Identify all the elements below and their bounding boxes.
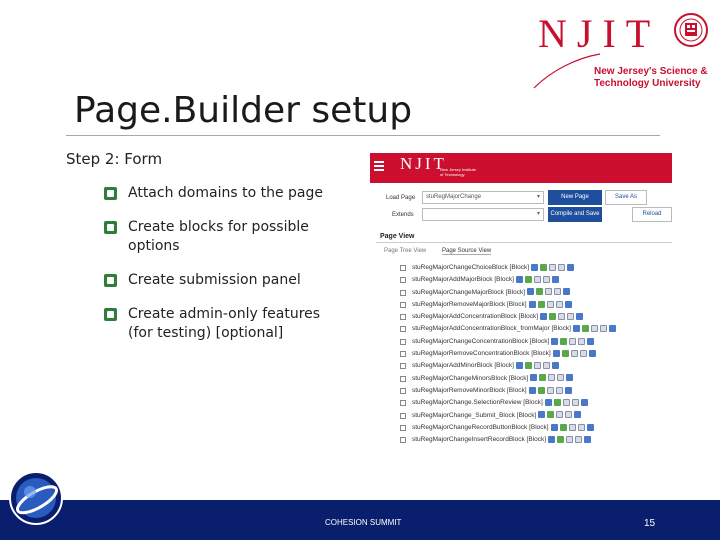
copy-icon[interactable]	[549, 264, 556, 271]
page-tree	[400, 262, 672, 446]
copy-icon[interactable]	[545, 288, 552, 295]
tree-row[interactable]	[400, 287, 672, 299]
list-icon[interactable]	[556, 301, 563, 308]
list-icon[interactable]	[558, 264, 565, 271]
edit-icon[interactable]	[551, 424, 558, 431]
expand-icon[interactable]	[400, 265, 406, 271]
expand-icon[interactable]	[400, 425, 406, 431]
copy-icon[interactable]	[556, 411, 563, 418]
tree-row[interactable]	[400, 323, 672, 335]
new-page-button[interactable]: New Page	[548, 190, 602, 205]
view-icon[interactable]	[563, 288, 570, 295]
add-icon[interactable]	[562, 350, 569, 357]
tree-row[interactable]	[400, 385, 672, 397]
add-icon[interactable]	[549, 313, 556, 320]
view-icon[interactable]	[609, 325, 616, 332]
load-page-value: stuRegMajorChange	[426, 194, 482, 200]
bullet-item	[104, 305, 344, 343]
checkbox-bullet-icon	[104, 308, 117, 321]
screenshot-header	[370, 153, 672, 183]
slide-title: Page.Builder setup	[74, 90, 413, 131]
load-page-label: Load Page	[386, 195, 416, 201]
title-divider	[66, 135, 660, 136]
tree-row[interactable]	[400, 434, 672, 446]
page-number: 15	[644, 518, 656, 529]
add-icon[interactable]	[538, 301, 545, 308]
add-icon[interactable]	[538, 387, 545, 394]
view-icon[interactable]	[587, 338, 594, 345]
copy-icon[interactable]	[534, 276, 541, 283]
add-icon[interactable]	[539, 374, 546, 381]
extends-label: Extends	[392, 212, 414, 218]
bullet-text: Attach domains to the page	[128, 185, 323, 201]
view-icon[interactable]	[565, 301, 572, 308]
bullet-item	[104, 271, 344, 290]
copy-icon[interactable]	[569, 338, 576, 345]
chevron-down-icon: ▾	[536, 211, 540, 217]
save-as-button[interactable]: Save As	[605, 190, 647, 205]
copy-icon[interactable]	[548, 374, 555, 381]
tree-row[interactable]	[400, 262, 672, 274]
list-icon[interactable]	[578, 338, 585, 345]
edit-icon[interactable]	[573, 325, 580, 332]
step-heading: Step 2: Form	[66, 150, 163, 168]
tree-row[interactable]	[400, 299, 672, 311]
view-icon[interactable]	[584, 436, 591, 443]
list-icon[interactable]	[600, 325, 607, 332]
reload-button[interactable]: Reload	[632, 207, 672, 222]
list-icon[interactable]	[543, 276, 550, 283]
logo-tagline-2: Technology University	[594, 78, 701, 89]
tree-row[interactable]	[400, 311, 672, 323]
load-page-select[interactable]	[422, 191, 544, 204]
copy-icon[interactable]	[571, 350, 578, 357]
globe-logo-icon	[8, 470, 64, 526]
view-icon[interactable]	[565, 387, 572, 394]
copy-icon[interactable]	[591, 325, 598, 332]
edit-icon[interactable]	[529, 301, 536, 308]
extends-select[interactable]	[422, 208, 544, 221]
expand-icon[interactable]	[400, 277, 406, 283]
bullet-list	[104, 184, 344, 343]
add-icon[interactable]	[557, 436, 564, 443]
page-view-divider	[376, 242, 672, 243]
list-icon[interactable]	[557, 374, 564, 381]
list-icon[interactable]	[575, 436, 582, 443]
tree-row[interactable]	[400, 373, 672, 385]
tree-row[interactable]	[400, 274, 672, 286]
view-icon[interactable]	[587, 424, 594, 431]
tree-row[interactable]	[400, 336, 672, 348]
edit-icon[interactable]	[530, 374, 537, 381]
add-icon[interactable]	[525, 276, 532, 283]
add-icon[interactable]	[560, 338, 567, 345]
view-icon[interactable]	[567, 264, 574, 271]
screenshot-brand: NJIT	[400, 154, 447, 173]
edit-icon[interactable]	[516, 362, 523, 369]
copy-icon[interactable]	[547, 387, 554, 394]
tree-row[interactable]	[400, 397, 672, 409]
copy-icon[interactable]	[569, 424, 576, 431]
tree-row-label: stuRegMajorChangeRecordButtonBlock [Block]	[412, 423, 549, 431]
chevron-down-icon: ▾	[536, 194, 540, 200]
tree-row-label: stuRegMajorChange_Submit_Block [Block]	[412, 411, 537, 419]
logo-tagline-1: New Jersey's Science &	[594, 66, 708, 77]
tree-row[interactable]	[400, 410, 672, 422]
list-icon[interactable]	[572, 399, 579, 406]
list-icon[interactable]	[554, 288, 561, 295]
footer-text: COHESION SUMMIT	[325, 518, 402, 527]
tree-row[interactable]	[400, 360, 672, 372]
checkbox-bullet-icon	[104, 187, 117, 200]
edit-icon[interactable]	[548, 436, 555, 443]
tree-row-label: stuRegMajorChangeMajorBlock [Block]	[412, 288, 526, 296]
edit-icon[interactable]	[551, 338, 558, 345]
view-icon[interactable]	[581, 399, 588, 406]
bullet-text: Create blocks for possible	[128, 219, 309, 235]
bullet-item	[104, 184, 344, 203]
logo-swoosh-icon	[532, 50, 602, 90]
expand-icon[interactable]	[400, 400, 406, 406]
view-icon[interactable]	[574, 411, 581, 418]
logo-letters: NJIT	[538, 11, 661, 56]
tree-row-label: stuRegMajorChangeInsertRecordBlock [Block]	[412, 436, 547, 444]
expand-icon[interactable]	[400, 437, 406, 443]
tree-row-label: stuRegMajorChangeMinorsBlock [Block]	[412, 374, 529, 382]
tree-row[interactable]	[400, 422, 672, 434]
edit-icon[interactable]	[540, 313, 547, 320]
edit-icon[interactable]	[527, 288, 534, 295]
expand-icon[interactable]	[400, 413, 406, 419]
tree-row-label: stuRegMajorAddMinorBlock [Block]	[412, 362, 514, 370]
add-icon[interactable]	[525, 362, 532, 369]
bullet-item	[104, 218, 344, 256]
njit-logo	[532, 10, 712, 88]
list-icon[interactable]	[578, 424, 585, 431]
expand-icon[interactable]	[400, 376, 406, 382]
screenshot-brand-sub: New Jersey Institute of Technology	[440, 167, 477, 177]
add-icon[interactable]	[582, 325, 589, 332]
expand-icon[interactable]	[400, 388, 406, 394]
add-icon[interactable]	[536, 288, 543, 295]
copy-icon[interactable]	[563, 399, 570, 406]
bullet-text-continued: options	[128, 238, 180, 254]
view-icon[interactable]	[552, 362, 559, 369]
copy-icon[interactable]	[566, 436, 573, 443]
expand-icon[interactable]	[400, 302, 406, 308]
tree-row-label: stuRegMajorChangeConcentrationBlock [Block]	[412, 337, 550, 345]
expand-icon[interactable]	[400, 363, 406, 369]
menu-icon[interactable]	[374, 161, 384, 171]
page-view-title: Page View	[380, 233, 415, 240]
view-icon[interactable]	[589, 350, 596, 357]
expand-icon[interactable]	[400, 314, 406, 320]
edit-icon[interactable]	[538, 411, 545, 418]
list-icon[interactable]	[556, 387, 563, 394]
expand-icon[interactable]	[400, 326, 406, 332]
add-icon[interactable]	[540, 264, 547, 271]
expand-icon[interactable]	[400, 290, 406, 296]
list-icon[interactable]	[543, 362, 550, 369]
view-icon[interactable]	[566, 374, 573, 381]
tree-row-label: stuRegMajorAddConcentrationBlock_fromMajor [Block]	[412, 325, 571, 333]
edit-icon[interactable]	[553, 350, 560, 357]
bullet-text: Create admin-only features	[128, 306, 321, 322]
compile-and-save-button[interactable]: Compile and Save	[548, 207, 602, 222]
copy-icon[interactable]	[558, 313, 565, 320]
expand-icon[interactable]	[400, 351, 406, 357]
tab-page-tree-view[interactable]: Page Tree View	[384, 248, 427, 254]
tree-row-label: stuRegMajorRemoveConcentrationBlock [Block]	[412, 350, 551, 358]
add-icon[interactable]	[560, 424, 567, 431]
tree-row[interactable]	[400, 348, 672, 360]
tree-row-label: stuRegMajorAddMajorBlock [Block]	[412, 276, 514, 284]
edit-icon[interactable]	[531, 264, 538, 271]
add-icon[interactable]	[547, 411, 554, 418]
checkbox-bullet-icon	[104, 221, 117, 234]
edit-icon[interactable]	[516, 276, 523, 283]
bullet-text: Create submission panel	[128, 272, 301, 288]
tree-row-label: stuRegMajorRemoveMinorBlock [Block]	[412, 386, 527, 394]
list-icon[interactable]	[567, 313, 574, 320]
tree-row-label: stuRegMajorAddConcentrationBlock [Block]	[412, 313, 539, 321]
view-icon[interactable]	[576, 313, 583, 320]
list-icon[interactable]	[580, 350, 587, 357]
bullet-text-continued: (for testing) [optional]	[128, 325, 284, 341]
tab-page-source-view[interactable]: Page Source View	[442, 248, 492, 254]
copy-icon[interactable]	[547, 301, 554, 308]
pagebuilder-screenshot	[370, 153, 672, 465]
list-icon[interactable]	[565, 411, 572, 418]
checkbox-bullet-icon	[104, 274, 117, 287]
edit-icon[interactable]	[529, 387, 536, 394]
university-seal-icon	[674, 12, 708, 48]
tree-row-label: stuRegMajorRemoveMajorBlock [Block]	[412, 300, 527, 308]
add-icon[interactable]	[554, 399, 561, 406]
tree-row-label: stuRegMajorChange.SelectionReview [Block]	[412, 399, 543, 407]
view-icon[interactable]	[552, 276, 559, 283]
expand-icon[interactable]	[400, 339, 406, 345]
tree-row-label: stuRegMajorChangeChoiceBlock [Block]	[412, 264, 530, 271]
edit-icon[interactable]	[545, 399, 552, 406]
copy-icon[interactable]	[534, 362, 541, 369]
